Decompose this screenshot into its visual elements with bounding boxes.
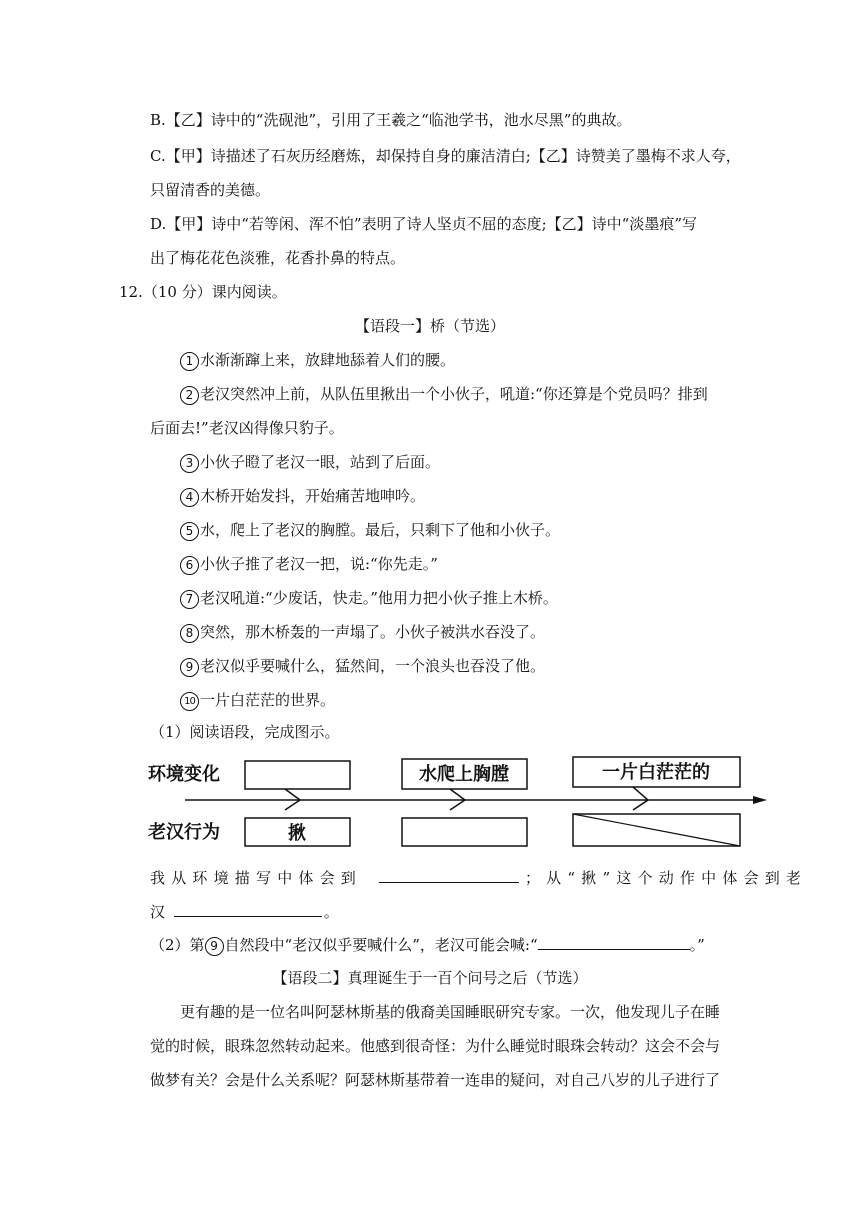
paragraph-6 [180,554,438,575]
sub2-text-end: 。” [689,936,705,954]
option-b: B.【乙】诗中的“洗砚池”，引用了王羲之“临池学书，池水尽黑”的典故。 [150,111,632,129]
paragraph-5 [180,520,560,541]
option-c-line2: 只留清香的美德。 [150,181,271,199]
timeline-arrowhead [753,796,767,804]
paragraph-number: 9 [205,937,224,956]
answer-blank-old-man[interactable] [174,902,322,917]
paragraph-number: 3 [180,454,199,473]
bottom-box-3-diagonal [573,814,740,846]
answer-blank-environment[interactable] [379,868,519,883]
sub-question-1-prompt: （1）阅读语段，完成图示。 [150,723,340,741]
paragraph-number: 8 [180,624,199,643]
paragraph-text: 水，爬上了老汉的胸膛。最后，只剩下了他和小伙子。 [200,521,561,539]
sub2-text-a: （2）第 [150,936,205,954]
paragraph-text: 小伙子推了老汉一把，说:“你先走。” [200,555,438,573]
option-c-line1: C.【甲】诗描述了石灰历经磨炼，却保持自身的廉洁清白;【乙】诗赞美了墨梅不求人夸， [150,147,741,165]
paragraph-number: 10 [180,692,199,711]
paragraph-2-continued: 后面去!”老汉凶得像只豹子。 [150,419,344,437]
story-diagram [145,752,770,852]
bottom-box-2 [402,818,527,846]
fill-text-b: ；从“揪”这个动作中体会到老 [524,869,808,887]
paragraph-1 [180,350,455,371]
paragraph-number: 1 [180,352,199,371]
answer-blank-shout[interactable] [538,935,690,950]
paragraph-number: 6 [180,556,199,575]
paragraph-text: 水渐渐蹿上来，放肆地舔着人们的腰。 [200,351,456,369]
paragraph-number: 7 [180,590,199,609]
paragraph-number: 2 [180,386,199,405]
passage2-title: 【语段二】真理诞生于一百个问号之后（节选） [272,969,588,987]
option-d-line1: D.【甲】诗中“若等闲、浑不怕”表明了诗人坚贞不屈的态度;【乙】诗中“淡墨痕”写 [150,215,697,233]
row2-label: 老汉行为 [148,822,220,843]
top-box-1 [245,761,350,789]
row1-label: 环境变化 [148,764,220,785]
passage2-line-2: 觉的时候，眼珠忽然转动起来。他感到很奇怪：为什么睡觉时眼珠会转动？这会不会与 [150,1037,721,1055]
top-box-3-text: 一片白茫茫的 [602,762,710,783]
paragraph-text: 突然，那木桥轰的一声塌了。小伙子被洪水吞没了。 [200,623,546,641]
paragraph-text: 一片白茫茫的世界。 [200,691,336,709]
paragraph-number: 5 [180,522,199,541]
paragraph-text: 木桥开始发抖，开始痛苦地呻吟。 [200,487,426,505]
fill-text-end: 。 [323,903,339,921]
sub-question-2 [150,935,705,956]
paragraph-2 [180,384,708,405]
fill-text-a: 我从环境描写中体会到 [150,869,363,887]
connector-3 [633,787,648,810]
sub2-text-b: 自然段中“老汉似乎要喊什么”，老汉可能会喊:“ [224,936,538,954]
top-box-2-text: 水爬上胸膛 [419,764,509,785]
passage1-title: 【语段一】桥（节选） [354,317,505,335]
paragraph-3 [180,452,440,473]
option-d-line2: 出了梅花花色淡雅，花香扑鼻的特点。 [150,249,406,267]
paragraph-number: 4 [180,488,199,507]
paragraph-7 [180,588,558,609]
fill-line-2 [150,902,339,922]
question-12-header: 12.（10 分）课内阅读。 [119,283,287,301]
paragraph-text: 老汉吼道:“少废话，快走。”他用力把小伙子推上木桥。 [200,589,558,607]
fill-text-c: 汉 [150,903,166,921]
fill-line-1 [150,868,807,888]
paragraph-8 [180,622,545,643]
paragraph-9 [180,656,545,677]
paragraph-text: 小伙子瞪了老汉一眼，站到了后面。 [200,453,441,471]
passage2-line-3: 做梦有关？会是什么关系呢？阿瑟林斯基带着一连串的疑问，对自己八岁的儿子进行了 [150,1071,721,1089]
paragraph-number: 9 [180,658,199,677]
paragraph-text: 老汉似乎要喊什么，猛然间，一个浪头也吞没了他。 [200,657,546,675]
bottom-box-1-text: 揪 [288,823,306,844]
paragraph-text: 老汉突然冲上前，从队伍里揪出一个小伙子，吼道:“你还算是个党员吗？排到 [200,385,708,403]
passage2-line-1: 更有趣的是一位名叫阿瑟林斯基的俄裔美国睡眠研究专家。一次，他发现儿子在睡 [180,1003,721,1021]
paragraph-4 [180,486,425,507]
paragraph-10 [180,690,335,711]
